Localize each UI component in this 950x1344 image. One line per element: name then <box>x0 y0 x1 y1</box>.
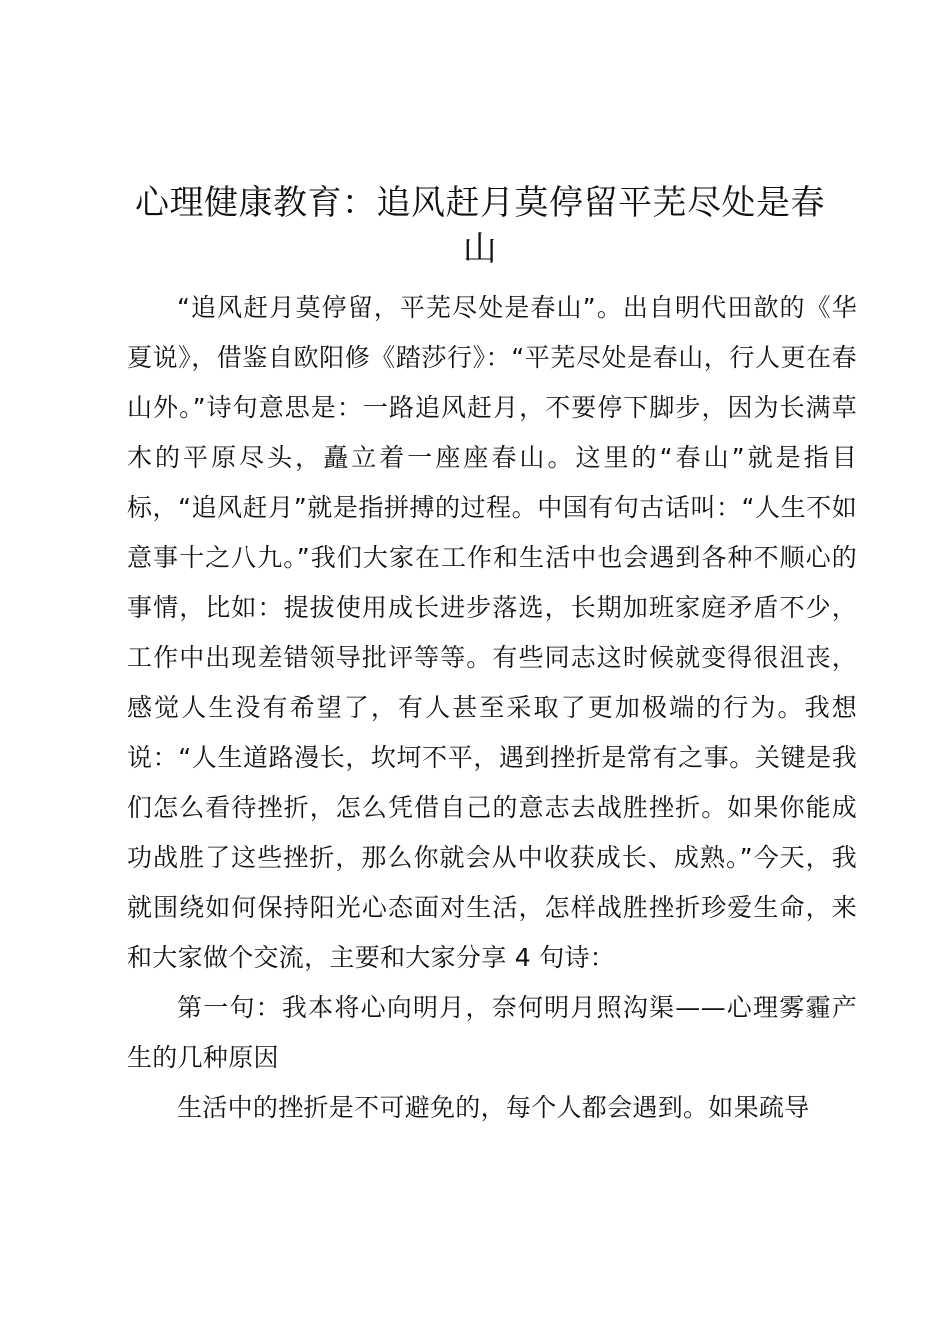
paragraph-intro: “追风赶月莫停留，平芜尽处是春山”。出自明代田歆的《华夏说》，借鉴自欧阳修《踏莎行》：“平芜尽处是春山，行人更在春山外。”诗句意思是：一路追风赶月，不要停下脚步，因为长满草木的平原尽头，矗立着一座座春山。这里的“春山”就是指目标，“追风赶月”就是指拼搏的过程。中国有句古话叫：“人生不如意事十之八九。”我们大家在工作和生活中也会遇到各种不顺心的事情，比如：提拔使用成长进步落选，长期加班家庭矛盾不少，工作中出现差错领导批评等等。有些同志这时候就变得很沮丧，感觉人生没有希望了，有人甚至采取了更加极端的行为。我想说：“人生道路漫长，坎坷不平，遇到挫折是常有之事。关键是我们怎么看待挫折，怎么凭借自己的意志去战胜挫折。如果你能成功战胜了这些挫折，那么你就会从中收获成长、成熟。”今天，我就围绕如何保持阳光心态面对生活，怎样战胜挫折珍爱生命，来和大家做个交流，主要和大家分享 4 句诗： <box>127 293 857 972</box>
document-body <box>127 283 857 1133</box>
paragraph-setbacks: 生活中的挫折是不可避免的，每个人都会遇到。如果疏导 <box>177 1093 810 1122</box>
document-title: 心理健康教育：追风赶月莫停留平芜尽处是春山 <box>135 183 825 269</box>
paragraph-first-verse-heading: 第一句：我本将心向明月，奈何明月照沟渠——心理雾霾产生的几种原因 <box>127 993 857 1072</box>
